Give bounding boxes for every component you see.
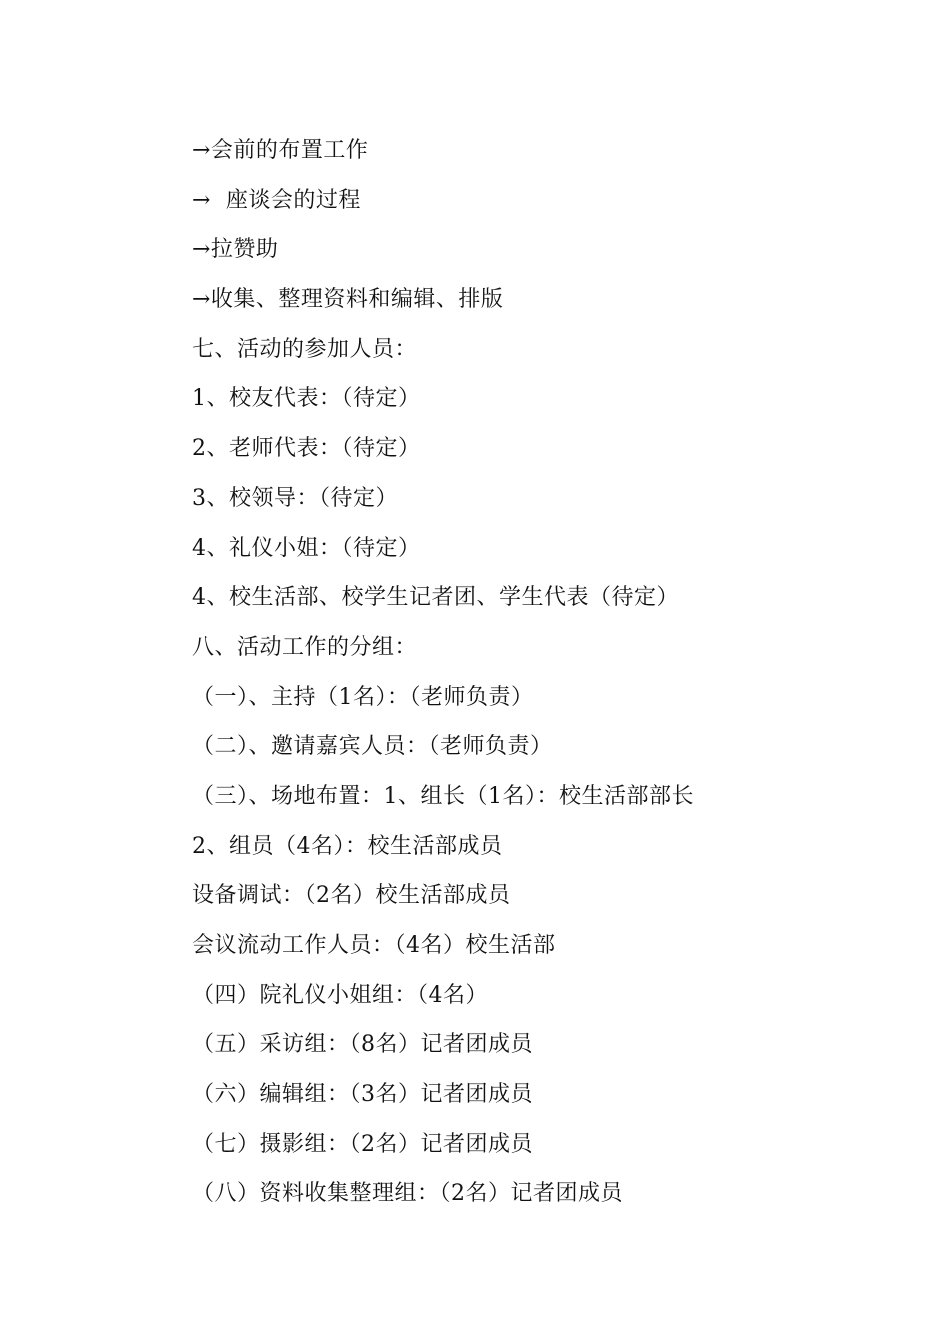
text-line-editing-layout: →收集、整理资料和编辑、排版	[192, 287, 504, 313]
text-line-floating-staff: 会议流动工作人员：（4名）校生活部	[192, 933, 556, 958]
text-line-editing-group: （六）编辑组：（3名）记者团成员	[192, 1082, 533, 1108]
text-line-photo-group: （七）摄影组：（2名）记者团成员	[192, 1131, 533, 1157]
text-line-interview-group: （五）采访组：（8名）记者团成员	[192, 1032, 533, 1058]
text-line-prep-work: →会前的布置工作	[192, 138, 369, 163]
text-line-sponsorship: →拉赞助	[192, 237, 279, 263]
section-heading-work-groups: 八、活动工作的分组：	[192, 634, 418, 660]
document-body	[192, 126, 892, 1219]
text-line-venue-setup: （三）、场地布置：1、组长（1名）：校生活部部长	[192, 783, 694, 809]
text-line-venue-members: 2、组员（4名）：校生活部成员	[192, 833, 503, 859]
text-line-host: （一）、主持（1名）：（老师负责）	[192, 684, 534, 710]
text-line-alumni-reps: 1、校友代表：（待定）	[192, 386, 421, 412]
text-line-etiquette-ladies: 4、礼仪小姐：（待定）	[192, 535, 421, 561]
text-line-teacher-reps: 2、老师代表：（待定）	[192, 436, 421, 462]
text-line-invite-guests: （二）、邀请嘉宾人员：（老师负责）	[192, 734, 553, 760]
text-line-equipment-test: 设备调试：（2名）校生活部成员	[192, 883, 511, 909]
text-line-etiquette-group: （四）院礼仪小姐组：（4名）	[192, 982, 488, 1008]
text-line-materials-group: （八）资料收集整理组：（2名）记者团成员	[192, 1181, 623, 1207]
text-line-forum-process: → 座谈会的过程	[192, 187, 361, 213]
section-heading-participants: 七、活动的参加人员：	[192, 336, 418, 362]
text-line-student-reps: 4、校生活部、校学生记者团、学生代表（待定）	[192, 585, 679, 611]
text-line-school-leaders: 3、校领导：（待定）	[192, 485, 398, 511]
